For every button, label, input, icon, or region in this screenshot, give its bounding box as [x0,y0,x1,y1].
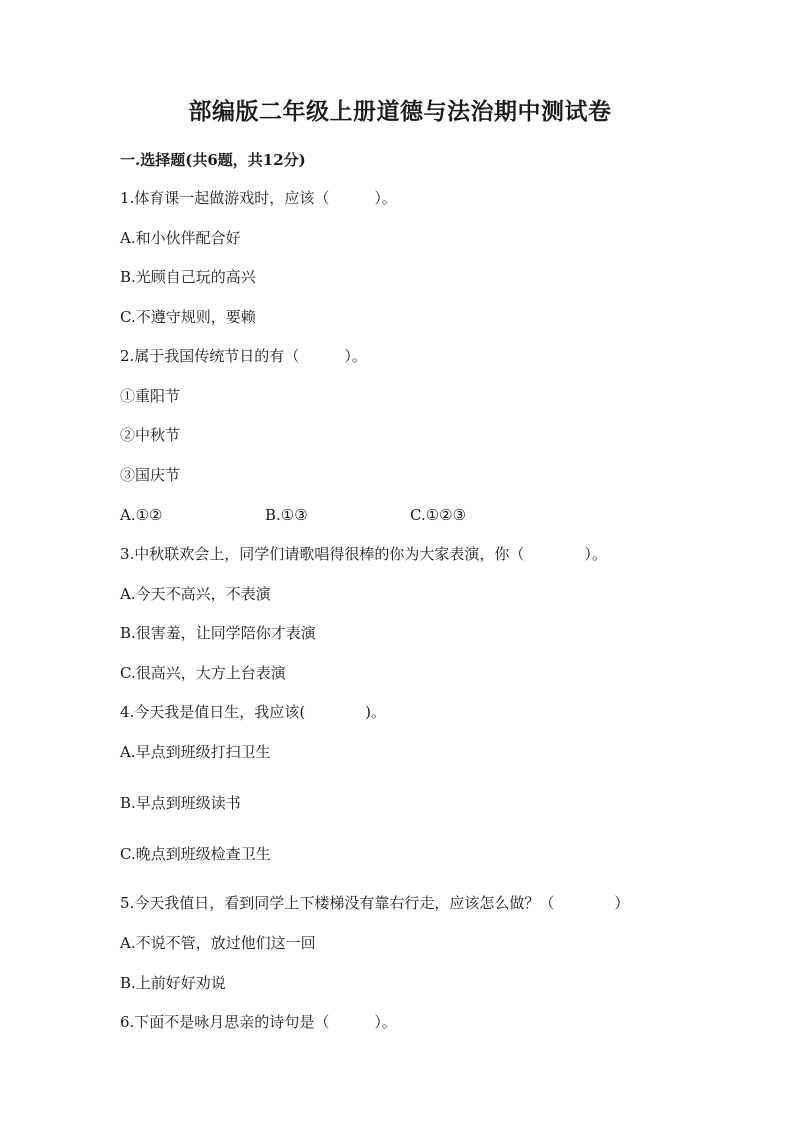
question-5-option-a: A.不说不管，放过他们这一回 [120,934,316,952]
question-2-option-b: B.①③ [265,506,308,524]
page-title: 部编版二年级上册道德与法治期中测试卷 [188,98,612,125]
question-2-item-2: ②中秋节 [120,426,181,444]
question-2-option-c: C.①②③ [410,506,467,524]
question-1-option-b: B.光顾自己玩的高兴 [120,268,256,286]
question-1-stem: 1.体育课一起做游戏时，应该（ ）。 [120,189,397,207]
question-6-stem: 6.下面不是咏月思亲的诗句是（ ）。 [120,1013,397,1031]
question-1-option-c: C.不遵守规则，要赖 [120,308,256,326]
question-3-option-a: A.今天不高兴，不表演 [120,585,271,603]
section-heading: 一.选择题(共6题，共12分) [120,151,306,169]
question-2-options-row [120,504,466,526]
question-5-option-b: B.上前好好劝说 [120,974,226,992]
question-3-option-c: C.很高兴，大方上台表演 [120,664,286,682]
question-4-option-a: A.早点到班级打扫卫生 [120,743,271,761]
question-4-option-b: B.早点到班级读书 [120,794,241,812]
question-3-option-b: B.很害羞，让同学陪你才表演 [120,624,316,642]
question-1-option-a: A.和小伙伴配合好 [120,229,241,247]
question-3-stem: 3.中秋联欢会上，同学们请歌唱得很棒的你为大家表演，你（ ）。 [120,545,607,563]
question-2-stem: 2.属于我国传统节日的有（ ）。 [120,347,367,365]
question-4-option-c: C.晚点到班级检查卫生 [120,845,271,863]
question-2-item-3: ③国庆节 [120,466,181,484]
question-2-item-1: ①重阳节 [120,387,181,405]
question-4-stem: 4.今天我是值日生，我应该( )。 [120,703,387,721]
question-5-stem: 5.今天我值日，看到同学上下楼梯没有靠右行走，应该怎么做？（ ） [120,894,630,912]
question-2-option-a: A.①② [120,506,163,524]
